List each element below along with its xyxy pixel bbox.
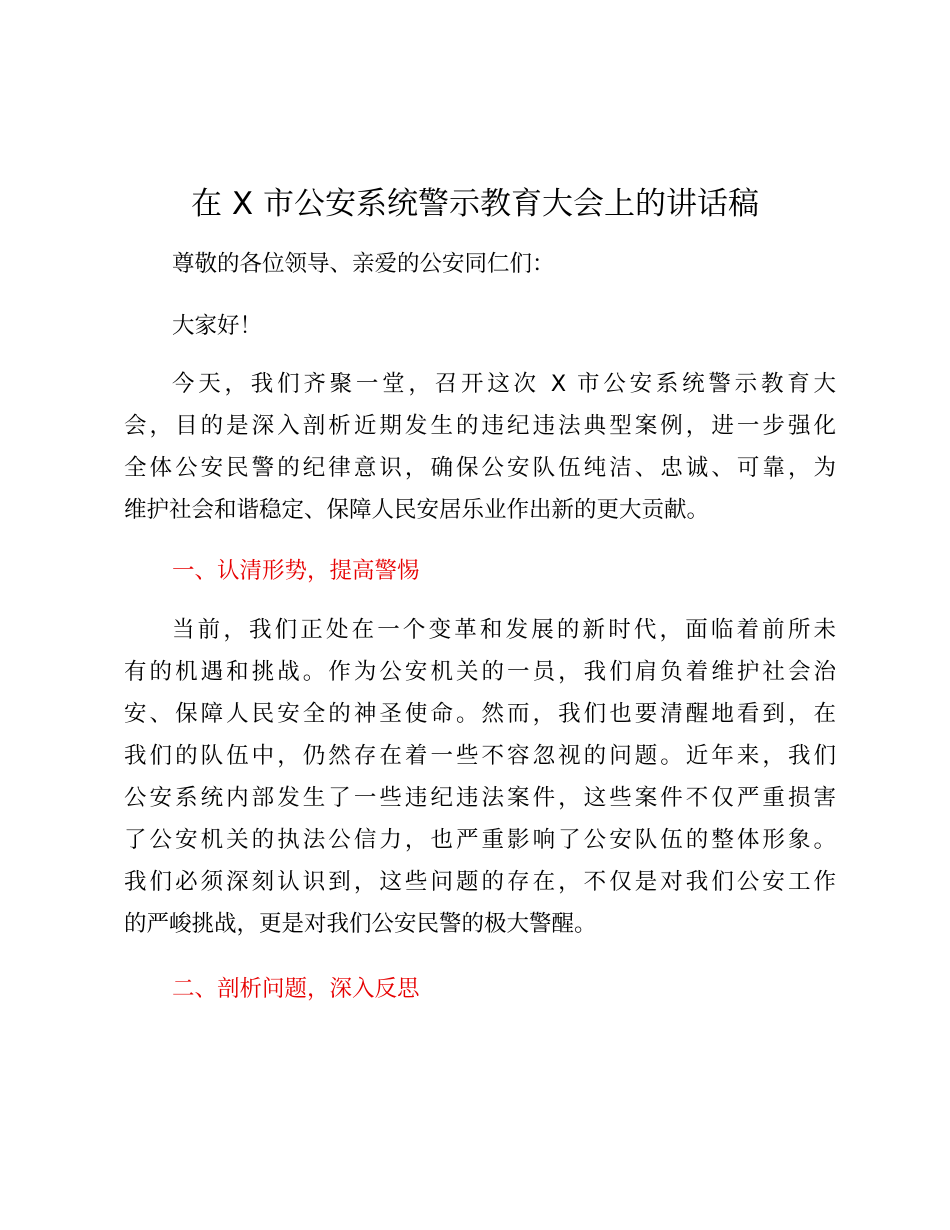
intro-line: 全体公安民警的纪律意识，确保公安队伍纯洁、忠诚、可靠，为 [124,455,836,481]
intro-line: 会，目的是深入剖析近期发生的违纪违法典型案例，进一步强化 [124,413,836,439]
section-1-line: 公安系统内部发生了一些违纪违法案件，这些案件不仅严重损害 [124,785,836,811]
intro-line: 今天，我们齐聚一堂，召开这次 X 市公安系统警示教育大 [172,371,836,397]
section-1-line: 有的机遇和挑战。作为公安机关的一员，我们肩负着维护社会治 [124,659,836,685]
section-2-heading: 二、剖析问题，深入反思 [172,976,420,1002]
section-1-line: 的严峻挑战，更是对我们公安民警的极大警醒。 [124,911,597,937]
salutation: 尊敬的各位领导、亲爱的公安同仁们： [172,251,555,277]
greeting: 大家好！ [172,313,263,339]
section-1-heading: 一、认清形势，提高警惕 [172,558,420,584]
section-1-line: 安、保障人民安全的神圣使命。然而，我们也要清醒地看到，在 [124,701,836,727]
document-title: 在 X 市公安系统警示教育大会上的讲话稿 [191,186,759,222]
section-1-line: 了公安机关的执法公信力，也严重影响了公安队伍的整体形象。 [124,827,836,853]
section-1-line: 我们必须深刻认识到，这些问题的存在，不仅是对我们公安工作 [124,869,836,895]
intro-line: 维护社会和谐稳定、保障人民安居乐业作出新的更大贡献。 [124,497,710,523]
section-1-line: 我们的队伍中，仍然存在着一些不容忽视的问题。近年来，我们 [124,743,836,769]
section-1-line: 当前，我们正处在一个变革和发展的新时代，面临着前所未 [172,617,836,643]
